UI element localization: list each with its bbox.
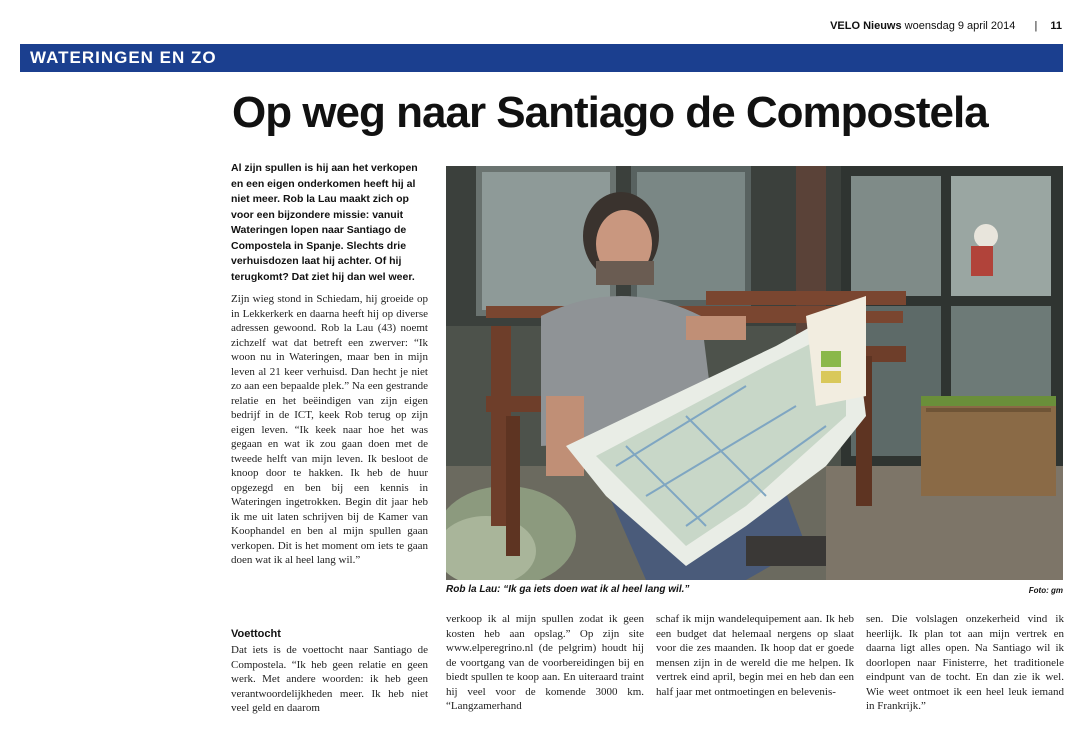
article-body-column-1: Zijn wieg stond in Schiedam, hij groeide op in Lekkerkerk en daarna heeft hij op diverse adressen gewoond. Rob la Lau (43) noemt zichzelf wat dat betreft een zwerver: “Ik woon nu in Wateringen, maar ben in mijn leven al 21 keer verhuisd. Dan hecht je niet zo aan een bepaalde plek.” Na een gestrande relatie en het beëindigen van zijn eigen bedrijf in de ICT, keek Rob terug op zijn eigen leven. “Ik keek naar hoe het was gegaan en wat ik zou gaan doen met de tweede helft van mijn leven. Ik besloot de knoop door te hakken. Ik heb de huur opgezegd en ben bij een kennis in Wateringen ingetrokken. Begin dit jaar heb ik me uit laten schrijven bij de Kamer van Koophandel en ben al mijn spullen gaan verkopen. Dit is het moment om iets te gaan doen wat ik al heel lang wil.”: [231, 293, 428, 566]
article-body-column-3: schaf ik mijn wandelequipement aan. Ik heb een budget dat helemaal nergens op slaat voor die zes maanden. Ik hoop dat er goede mensen zijn in de wereld die me helpen. Ik vertrek eind april, begin mei en heb dan een half jaar met ontmoetingen en belevenis-: [656, 613, 854, 698]
article-body-column-2: verkoop ik al mijn spullen zodat ik geen kosten heb aan opslag.” Op zijn site www.elperegrino.nl (de pelgrim) houdt hij de voortgang van de voorbereidingen bij en biedt spullen te koop aan. En uiteraard traint hij veel voor de komende 3000 km. “Langzamerhand: [446, 613, 644, 712]
photo-caption: Rob la Lau: “Ik ga iets doen wat ik al heel lang wil.”: [446, 584, 690, 595]
photo-illustration: [446, 166, 1063, 580]
masthead-separator: |: [1034, 20, 1038, 32]
publication-date: woensdag 9 april 2014: [904, 20, 1016, 32]
masthead: [830, 20, 1062, 32]
article-headline: Op weg naar Santiago de Compostela: [232, 88, 988, 137]
article-lead: Al zijn spullen is hij aan het verkopen en een eigen onderkomen heeft hij al niet meer. Rob la Lau maakt zich op voor een bijzondere missie: vanuit Wateringen lopen naar Santiago de Compostela in Spanje. Slechts drie verhuisdozen laat hij achter. Of hij terugkomt? Dat ziet hij dan wel weer.: [231, 162, 418, 283]
page-number: 11: [1050, 20, 1062, 32]
photo-caption-bar: [446, 584, 1063, 600]
article-body-column-1b: Dat iets is de voettocht naar Santiago de Compostela. “Ik heb geen relatie en geen werk. Met andere woorden: ik heb geen verantwoordelijkheden meer. Ik heb niet veel geld en daarom: [231, 644, 428, 714]
article-photo: [446, 166, 1063, 580]
article-body-column-4: sen. Die volslagen onzekerheid vind ik heerlijk. Ik plan tot aan mijn vertrek en daarna ligt alles open. Na Santiago wil ik doorlopen naar Finisterre, het traditionele eindpunt van de tocht. En dan zie ik wel. Wie weet ontmoet ik een heel leuk iemand in Frankrijk.”: [866, 613, 1064, 712]
section-label: WATERINGEN EN ZO: [30, 48, 217, 67]
section-bar: [20, 44, 1063, 72]
photo-credit: Foto: gm: [1028, 586, 1063, 595]
article-subheading: Voettocht: [231, 628, 281, 640]
publication-name: VELO Nieuws: [830, 20, 902, 32]
